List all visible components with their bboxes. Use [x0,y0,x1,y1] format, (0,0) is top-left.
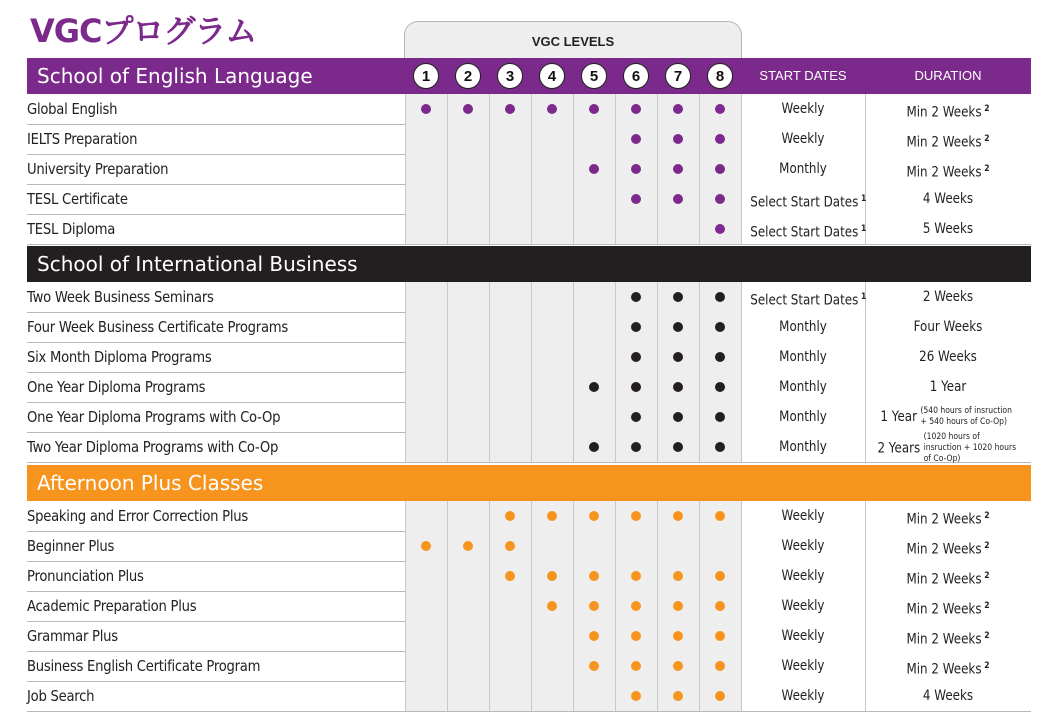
level-cell [573,124,615,154]
level-dot [715,194,725,204]
level-cell [489,214,531,244]
duration [877,651,1018,681]
level-cell [489,312,531,342]
level-dot [631,292,641,302]
level-dot [589,164,599,174]
duration-text: Min 2 Weeks [906,104,982,121]
table-row [27,94,1031,125]
level-cell [405,124,447,154]
level-cell [573,531,615,561]
level-cell [489,184,531,214]
level-cell [405,184,447,214]
level-cell [573,184,615,214]
level-dot [589,382,599,392]
level-dot [631,442,641,452]
level-cell [531,621,573,651]
duration [877,342,1018,372]
start-date-text: Monthly [779,349,827,365]
table-row [27,402,1031,433]
level-cell [447,651,489,681]
program-name: Two Week Business Seminars [27,288,214,306]
start-date [750,124,855,154]
level-cell [657,214,699,244]
start-date [750,561,855,591]
table-row [27,591,1031,622]
level-cell [531,214,573,244]
level-dot [589,104,599,114]
duration-text: Min 2 Weeks [906,601,982,618]
program-name: One Year Diploma Programs with Co-Op [27,408,281,426]
duration [877,531,1018,561]
program-name: Six Month Diploma Programs [27,348,212,366]
program-name: TESL Diploma [27,220,116,238]
level-cell [405,372,447,402]
level-cell [615,214,657,244]
section-title: School of English Language [37,64,313,88]
level-dot [631,631,641,641]
duration-text: 4 Weeks [922,191,974,207]
level-cell [405,282,447,312]
duration-text: Min 2 Weeks [906,134,982,151]
footnote-marker: 1 [858,194,867,204]
level-dot [715,292,725,302]
level-dot [505,511,515,521]
program-name: Two Year Diploma Programs with Co-Op [27,438,279,456]
level-cell [489,402,531,432]
level-dot [673,322,683,332]
program-name: Academic Preparation Plus [27,597,197,615]
level-cell [573,214,615,244]
start-date [750,531,855,561]
duration-text: Min 2 Weeks [906,541,982,558]
start-date-text: Monthly [779,409,827,425]
level-cell [489,432,531,462]
level-cell [405,621,447,651]
level-cell [405,342,447,372]
level-cell [531,402,573,432]
level-dot [715,631,725,641]
duration [877,591,1018,621]
level-dot [505,571,515,581]
section-title: School of International Business [37,252,358,276]
level-dot [673,571,683,581]
level-cell [489,591,531,621]
start-date-text: Weekly [781,101,825,117]
duration-text: Min 2 Weeks [906,511,982,528]
level-dot [631,691,641,701]
level-dot [631,382,641,392]
level-dot [715,134,725,144]
level-dot [589,442,599,452]
duration [877,312,1018,342]
level-cell [405,651,447,681]
level-dot [715,104,725,114]
duration-text: Min 2 Weeks [906,631,982,648]
section-title: Afternoon Plus Classes [37,471,264,495]
footnote-marker: 1 [858,224,867,234]
table-row [27,651,1031,682]
level-cell [489,651,531,681]
level-dot [547,571,557,581]
level-cell [447,561,489,591]
duration-text: 5 Weeks [922,221,974,237]
column-header-start-dates: START DATES [759,68,847,83]
duration-text: Min 2 Weeks [906,661,982,678]
level-cell [489,342,531,372]
duration-text: Min 2 Weeks [906,164,982,181]
start-date [750,651,855,681]
level-dot [715,382,725,392]
level-cell [573,402,615,432]
level-cell [447,621,489,651]
duration [877,372,1018,402]
level-cell [405,561,447,591]
level-dot [673,292,683,302]
level-dot [631,322,641,332]
level-dot [631,194,641,204]
duration [877,621,1018,651]
table-row [27,282,1031,313]
level-dot [589,601,599,611]
start-date-text: Weekly [781,598,825,614]
level-cell [405,312,447,342]
table-row [27,184,1031,215]
level-dot [715,571,725,581]
level-dot [673,382,683,392]
page-title: VGCプログラム [30,12,257,50]
start-date [750,501,855,531]
level-cell [531,651,573,681]
start-date-text: Weekly [781,688,825,704]
section-header [27,465,1031,501]
level-dot [715,322,725,332]
level-cell [447,432,489,462]
level-cell [447,372,489,402]
level-badge-8: 8 [707,63,733,89]
level-dot [673,511,683,521]
level-dot [631,352,641,362]
footnote-marker: 2 [981,511,990,521]
level-dot [463,541,473,551]
table-row [27,501,1031,532]
level-dot [715,511,725,521]
duration-text: 1 Year [880,409,917,425]
duration [877,184,1018,214]
start-date [750,681,855,711]
level-dot [421,541,431,551]
start-date-text: Select Start Dates [750,194,859,211]
program-name: Job Search [27,687,95,705]
start-date [750,312,855,342]
level-dot [673,412,683,422]
start-date-text: Monthly [779,379,827,395]
start-date [750,372,855,402]
level-dot [631,104,641,114]
duration-text: 2 Years [877,440,921,457]
start-date [750,154,855,184]
duration [877,124,1018,154]
level-dot [673,352,683,362]
duration [877,282,1018,312]
level-dot [715,164,725,174]
level-cell [489,124,531,154]
start-date-text: Weekly [781,131,825,147]
level-dot [673,691,683,701]
start-date [750,342,855,372]
duration-note: (540 hours of insruction + 540 hours of Co-Op) [920,406,1012,427]
start-date-text: Weekly [781,658,825,674]
level-badge-5: 5 [581,63,607,89]
level-cell [447,282,489,312]
table-row [27,154,1031,185]
table-row [27,124,1031,155]
level-dot [547,511,557,521]
level-badge-1: 1 [413,63,439,89]
level-dot [631,511,641,521]
footnote-marker: 1 [858,292,867,302]
start-date-text: Weekly [781,628,825,644]
section-header [27,58,1031,94]
level-cell [405,681,447,711]
footnote-marker: 2 [981,104,990,114]
level-cell [531,372,573,402]
level-dot [589,511,599,521]
duration [877,214,1018,244]
start-date-text: Select Start Dates [750,224,859,241]
duration-text: 1 Year [929,379,967,395]
program-name: IELTS Preparation [27,130,138,148]
program-name: Grammar Plus [27,627,118,645]
level-cell [405,591,447,621]
level-cell [573,681,615,711]
level-dot [631,134,641,144]
level-dot [505,541,515,551]
level-dot [715,352,725,362]
level-cell [531,282,573,312]
section-header [27,246,1031,282]
level-badge-2: 2 [455,63,481,89]
level-cell [573,282,615,312]
program-name: Pronunciation Plus [27,567,144,585]
level-dot [589,631,599,641]
level-cell [489,372,531,402]
footnote-marker: 2 [981,601,990,611]
duration-text: 26 Weeks [919,349,977,365]
footnote-marker: 2 [981,631,990,641]
level-badge-6: 6 [623,63,649,89]
level-dot [631,601,641,611]
duration [877,681,1018,711]
level-cell [405,154,447,184]
level-cell [447,312,489,342]
level-dot [589,661,599,671]
level-dot [673,164,683,174]
table-row [27,531,1031,562]
level-cell [531,432,573,462]
level-dot [715,442,725,452]
level-dot [715,691,725,701]
level-dot [631,571,641,581]
level-cell [699,531,741,561]
level-dot [631,661,641,671]
level-cell [405,402,447,432]
level-dot [673,661,683,671]
program-name: Global English [27,100,118,118]
level-cell [405,501,447,531]
level-cell [447,154,489,184]
table-row [27,214,1031,245]
program-name: TESL Certificate [27,190,128,208]
level-cell [489,621,531,651]
footnote-marker: 2 [981,661,990,671]
level-cell [657,531,699,561]
start-date [750,184,867,214]
duration [877,501,1018,531]
program-name: One Year Diploma Programs [27,378,206,396]
program-name: University Preparation [27,160,169,178]
level-dot [715,412,725,422]
duration-text: 2 Weeks [922,289,974,305]
start-date [750,282,867,312]
level-cell [405,214,447,244]
duration [877,402,1018,432]
level-dot [505,104,515,114]
level-dot [463,104,473,114]
level-dot [673,194,683,204]
duration-text: 4 Weeks [922,688,974,704]
level-cell [447,124,489,154]
level-dot [673,631,683,641]
level-dot [547,104,557,114]
program-name: Business English Certificate Program [27,657,261,675]
start-date [750,432,855,462]
level-dot [673,442,683,452]
level-cell [615,531,657,561]
start-date-text: Monthly [779,319,827,335]
level-cell [531,184,573,214]
level-dot [715,601,725,611]
start-date-text: Weekly [781,568,825,584]
duration [877,94,1018,124]
program-name: Beginner Plus [27,537,115,555]
level-cell [405,432,447,462]
level-badge-4: 4 [539,63,565,89]
column-header-duration: DURATION [914,68,982,83]
level-dot [547,601,557,611]
start-date-text: Weekly [781,508,825,524]
level-dot [589,571,599,581]
level-badge-3: 3 [497,63,523,89]
table-row [27,621,1031,652]
level-dot [631,412,641,422]
table-row [27,681,1031,712]
level-cell [531,531,573,561]
start-date-text: Select Start Dates [750,292,859,309]
level-cell [573,312,615,342]
level-cell [447,184,489,214]
level-cell [531,312,573,342]
footnote-marker: 2 [981,541,990,551]
footnote-marker: 2 [981,571,990,581]
program-name: Four Week Business Certificate Programs [27,318,288,336]
level-dot [673,601,683,611]
level-cell [447,681,489,711]
level-cell [573,342,615,372]
level-cell [531,154,573,184]
level-dot [673,104,683,114]
start-date [750,94,855,124]
level-cell [447,501,489,531]
start-date [750,402,855,432]
level-cell [531,342,573,372]
program-name: Speaking and Error Correction Plus [27,507,249,525]
table-row [27,312,1031,343]
start-date [750,591,855,621]
start-date [750,621,855,651]
level-cell [447,591,489,621]
duration [877,432,1018,462]
level-badge-7: 7 [665,63,691,89]
start-date-text: Monthly [779,439,827,455]
level-dot [673,134,683,144]
level-cell [489,282,531,312]
table-row [27,342,1031,373]
level-cell [531,124,573,154]
level-cell [447,342,489,372]
level-cell [447,214,489,244]
vgc-levels-tab: VGC LEVELS [404,21,742,60]
level-dot [715,661,725,671]
level-dot [631,164,641,174]
duration [877,154,1018,184]
footnote-marker: 2 [981,134,990,144]
level-dot [715,224,725,234]
level-dot [421,104,431,114]
level-cell [531,681,573,711]
start-date-text: Weekly [781,538,825,554]
table-row [27,432,1031,463]
duration-note: (1020 hours of insruction + 1020 hours of Co-Op) [923,432,1017,464]
footnote-marker: 2 [981,164,990,174]
duration-text: Min 2 Weeks [906,571,982,588]
start-date [750,214,867,244]
level-cell [489,154,531,184]
level-cell [447,402,489,432]
start-date-text: Monthly [779,161,827,177]
level-cell [489,681,531,711]
duration-text: Four Weeks [913,319,983,335]
table-row [27,372,1031,403]
table-row [27,561,1031,592]
duration [877,561,1018,591]
